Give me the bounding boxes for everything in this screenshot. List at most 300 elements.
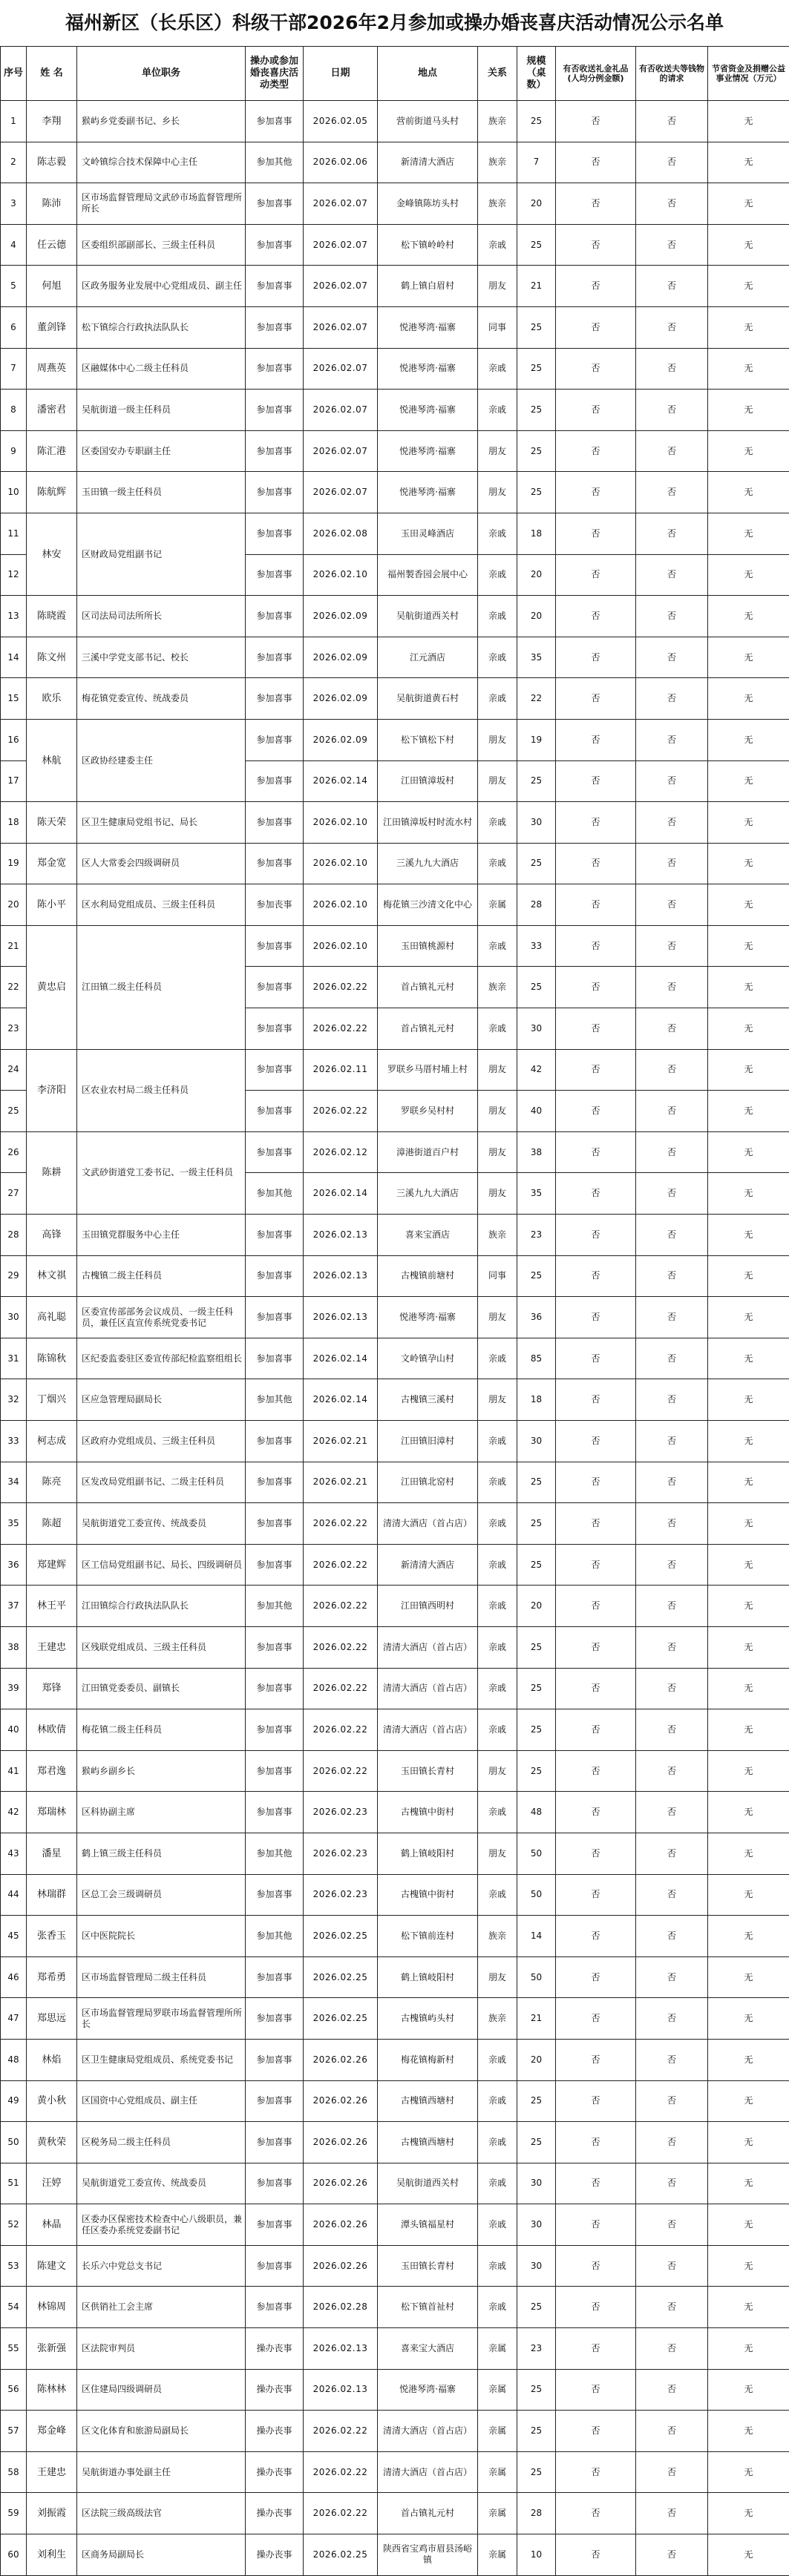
row-requests: 否 bbox=[636, 802, 708, 844]
row-savings: 无 bbox=[708, 760, 789, 802]
row-gifts: 否 bbox=[556, 884, 636, 926]
row-gifts: 否 bbox=[556, 554, 636, 596]
row-date: 2026.02.14 bbox=[304, 1379, 378, 1421]
row-relation: 亲戚 bbox=[478, 596, 517, 637]
table-row bbox=[1, 1544, 789, 1586]
row-event-type: 参加喜事 bbox=[246, 2287, 304, 2328]
table-row bbox=[1, 1874, 789, 1916]
row-gifts: 否 bbox=[556, 2163, 636, 2204]
table-row bbox=[1, 1833, 789, 1874]
row-unit: 吴航街道一级主任科员 bbox=[77, 390, 246, 431]
row-date: 2026.02.13 bbox=[304, 1297, 378, 1338]
row-event-type: 参加喜事 bbox=[246, 2245, 304, 2287]
row-savings: 无 bbox=[708, 1709, 789, 1751]
row-scale: 38 bbox=[517, 1131, 556, 1173]
row-scale: 25 bbox=[517, 472, 556, 513]
row-name: 王建忠 bbox=[27, 2451, 77, 2493]
row-requests: 否 bbox=[636, 1874, 708, 1916]
row-savings: 无 bbox=[708, 1297, 789, 1338]
row-place: 鹤上镇白眉村 bbox=[378, 266, 478, 307]
row-relation: 亲戚 bbox=[478, 1874, 517, 1916]
row-savings: 无 bbox=[708, 967, 789, 1008]
row-requests: 否 bbox=[636, 2328, 708, 2370]
row-date: 2026.02.08 bbox=[304, 513, 378, 554]
row-name: 郑金峰 bbox=[27, 2411, 77, 2452]
row-scale: 28 bbox=[517, 884, 556, 926]
row-event-type: 操办丧事 bbox=[246, 2369, 304, 2411]
row-seq: 2 bbox=[1, 142, 27, 183]
row-event-type: 参加喜事 bbox=[246, 1131, 304, 1173]
row-date: 2026.02.10 bbox=[304, 554, 378, 596]
row-requests: 否 bbox=[636, 390, 708, 431]
row-scale: 30 bbox=[517, 1008, 556, 1050]
row-scale: 21 bbox=[517, 1998, 556, 2040]
row-gifts: 否 bbox=[556, 1916, 636, 1957]
table-row bbox=[1, 142, 789, 183]
row-date: 2026.02.10 bbox=[304, 843, 378, 884]
row-place: 喜来宝大酒店 bbox=[378, 2328, 478, 2370]
row-relation: 族亲 bbox=[478, 183, 517, 225]
header-requests: 有否收送夫等钱物的请求 bbox=[636, 47, 708, 101]
row-savings: 无 bbox=[708, 925, 789, 967]
row-place: 玉田镇长青村 bbox=[378, 1750, 478, 1792]
row-name: 陈文州 bbox=[27, 637, 77, 678]
row-scale: 35 bbox=[517, 1173, 556, 1215]
row-date: 2026.02.22 bbox=[304, 1668, 378, 1709]
row-savings: 无 bbox=[708, 2122, 789, 2163]
row-unit: 区政府办党组成员、三级主任科员 bbox=[77, 1421, 246, 1462]
row-requests: 否 bbox=[636, 1091, 708, 1132]
row-event-type: 参加喜事 bbox=[246, 224, 304, 266]
row-scale: 25 bbox=[517, 760, 556, 802]
row-place: 清清大酒店（首占店） bbox=[378, 1709, 478, 1751]
table-row bbox=[1, 1421, 789, 1462]
row-event-type: 参加喜事 bbox=[246, 430, 304, 472]
row-scale: 25 bbox=[517, 1668, 556, 1709]
row-seq: 39 bbox=[1, 1668, 27, 1709]
row-savings: 无 bbox=[708, 306, 789, 348]
row-requests: 否 bbox=[636, 1503, 708, 1545]
table-row bbox=[1, 2080, 789, 2122]
row-gifts: 否 bbox=[556, 802, 636, 844]
row-scale: 25 bbox=[517, 348, 556, 390]
table-row bbox=[1, 1668, 789, 1709]
row-requests: 否 bbox=[636, 719, 708, 760]
row-unit: 猴屿乡副乡长 bbox=[77, 1750, 246, 1792]
row-date: 2026.02.12 bbox=[304, 1131, 378, 1173]
row-scale: 30 bbox=[517, 2163, 556, 2204]
row-unit: 区科协副主席 bbox=[77, 1792, 246, 1833]
row-seq: 56 bbox=[1, 2369, 27, 2411]
row-unit: 区商务局副局长 bbox=[77, 2534, 246, 2576]
row-unit: 区政协经建委主任 bbox=[77, 719, 246, 801]
header-row bbox=[1, 47, 789, 101]
row-place: 吴航街道西关村 bbox=[378, 596, 478, 637]
row-seq: 48 bbox=[1, 2039, 27, 2080]
row-relation: 亲戚 bbox=[478, 554, 517, 596]
row-savings: 无 bbox=[708, 1916, 789, 1957]
row-date: 2026.02.09 bbox=[304, 678, 378, 720]
row-event-type: 参加喜事 bbox=[246, 2122, 304, 2163]
row-gifts: 否 bbox=[556, 1338, 636, 1379]
row-seq: 15 bbox=[1, 678, 27, 720]
row-scale: 25 bbox=[517, 430, 556, 472]
row-seq: 44 bbox=[1, 1874, 27, 1916]
table-row bbox=[1, 2039, 789, 2080]
row-requests: 否 bbox=[636, 1297, 708, 1338]
row-place: 古槐镇屿头村 bbox=[378, 1998, 478, 2040]
row-seq: 58 bbox=[1, 2451, 27, 2493]
row-seq: 11 bbox=[1, 513, 27, 554]
table-row bbox=[1, 1049, 789, 1091]
row-date: 2026.02.13 bbox=[304, 2369, 378, 2411]
table-row bbox=[1, 1215, 789, 1256]
row-unit: 江田镇党委委员、副镇长 bbox=[77, 1668, 246, 1709]
row-gifts: 否 bbox=[556, 2122, 636, 2163]
row-relation: 亲戚 bbox=[478, 2122, 517, 2163]
row-name: 刘利生 bbox=[27, 2534, 77, 2576]
row-scale: 50 bbox=[517, 1833, 556, 1874]
row-name: 郑思远 bbox=[27, 1998, 77, 2040]
row-date: 2026.02.25 bbox=[304, 1998, 378, 2040]
row-seq: 34 bbox=[1, 1462, 27, 1503]
row-scale: 25 bbox=[517, 1750, 556, 1792]
row-date: 2026.02.07 bbox=[304, 224, 378, 266]
row-unit: 区税务局二级主任科员 bbox=[77, 2122, 246, 2163]
row-seq: 10 bbox=[1, 472, 27, 513]
row-relation: 亲属 bbox=[478, 2534, 517, 2576]
row-gifts: 否 bbox=[556, 637, 636, 678]
row-name: 郑锋 bbox=[27, 1668, 77, 1709]
row-requests: 否 bbox=[636, 266, 708, 307]
row-name: 陈建文 bbox=[27, 2245, 77, 2287]
row-place: 清清大酒店（首占店） bbox=[378, 1503, 478, 1545]
row-date: 2026.02.26 bbox=[304, 2204, 378, 2246]
row-requests: 否 bbox=[636, 2122, 708, 2163]
row-event-type: 参加其他 bbox=[246, 1379, 304, 1421]
row-event-type: 操办丧事 bbox=[246, 2328, 304, 2370]
row-savings: 无 bbox=[708, 1956, 789, 1998]
row-requests: 否 bbox=[636, 1586, 708, 1627]
row-scale: 25 bbox=[517, 306, 556, 348]
row-unit: 区应急管理局副局长 bbox=[77, 1379, 246, 1421]
row-savings: 无 bbox=[708, 1544, 789, 1586]
row-unit: 江田镇二级主任科员 bbox=[77, 925, 246, 1049]
row-seq: 14 bbox=[1, 637, 27, 678]
table-row bbox=[1, 884, 789, 926]
row-name: 陈小平 bbox=[27, 884, 77, 926]
row-savings: 无 bbox=[708, 2245, 789, 2287]
row-scale: 33 bbox=[517, 925, 556, 967]
row-scale: 25 bbox=[517, 1709, 556, 1751]
row-unit: 区卫生健康局党组成员、系统党委书记 bbox=[77, 2039, 246, 2080]
row-requests: 否 bbox=[636, 1338, 708, 1379]
row-date: 2026.02.26 bbox=[304, 2122, 378, 2163]
row-place: 悦港琴湾·福寨 bbox=[378, 2369, 478, 2411]
row-place: 江田镇漳坂村时流水村 bbox=[378, 802, 478, 844]
row-savings: 无 bbox=[708, 1255, 789, 1297]
row-gifts: 否 bbox=[556, 1503, 636, 1545]
row-relation: 朋友 bbox=[478, 430, 517, 472]
row-event-type: 参加其他 bbox=[246, 142, 304, 183]
row-place: 玉田镇桃源村 bbox=[378, 925, 478, 967]
table-row bbox=[1, 802, 789, 844]
row-savings: 无 bbox=[708, 1998, 789, 2040]
row-requests: 否 bbox=[636, 1173, 708, 1215]
row-seq: 37 bbox=[1, 1586, 27, 1627]
row-event-type: 参加喜事 bbox=[246, 513, 304, 554]
row-unit: 区住建局四级调研员 bbox=[77, 2369, 246, 2411]
row-event-type: 参加喜事 bbox=[246, 1215, 304, 1256]
row-place: 罗联乡吴村村 bbox=[378, 1091, 478, 1132]
row-gifts: 否 bbox=[556, 843, 636, 884]
row-gifts: 否 bbox=[556, 1091, 636, 1132]
table-row bbox=[1, 266, 789, 307]
row-relation: 亲属 bbox=[478, 884, 517, 926]
row-unit: 区水利局党组成员、三级主任科员 bbox=[77, 884, 246, 926]
row-place: 金峰镇陈坊头村 bbox=[378, 183, 478, 225]
row-event-type: 参加喜事 bbox=[246, 1091, 304, 1132]
table-row bbox=[1, 472, 789, 513]
row-requests: 否 bbox=[636, 760, 708, 802]
row-unit: 区人大常委会四级调研员 bbox=[77, 843, 246, 884]
row-event-type: 参加喜事 bbox=[246, 719, 304, 760]
row-unit: 区供销社工会主席 bbox=[77, 2287, 246, 2328]
row-seq: 12 bbox=[1, 554, 27, 596]
row-seq: 25 bbox=[1, 1091, 27, 1132]
row-gifts: 否 bbox=[556, 390, 636, 431]
row-gifts: 否 bbox=[556, 2493, 636, 2534]
row-relation: 亲属 bbox=[478, 2451, 517, 2493]
row-requests: 否 bbox=[636, 2204, 708, 2246]
row-gifts: 否 bbox=[556, 1874, 636, 1916]
table-row bbox=[1, 2245, 789, 2287]
row-requests: 否 bbox=[636, 1008, 708, 1050]
row-gifts: 否 bbox=[556, 925, 636, 967]
row-date: 2026.02.07 bbox=[304, 472, 378, 513]
row-scale: 21 bbox=[517, 266, 556, 307]
row-place: 文岭镇孕山村 bbox=[378, 1338, 478, 1379]
row-place: 悦港琴湾·福寨 bbox=[378, 390, 478, 431]
row-gifts: 否 bbox=[556, 678, 636, 720]
row-requests: 否 bbox=[636, 1462, 708, 1503]
row-place: 松下镇前连村 bbox=[378, 1916, 478, 1957]
row-requests: 否 bbox=[636, 224, 708, 266]
row-date: 2026.02.22 bbox=[304, 2493, 378, 2534]
row-savings: 无 bbox=[708, 430, 789, 472]
table-row bbox=[1, 637, 789, 678]
row-savings: 无 bbox=[708, 224, 789, 266]
row-gifts: 否 bbox=[556, 760, 636, 802]
row-scale: 18 bbox=[517, 513, 556, 554]
row-savings: 无 bbox=[708, 1750, 789, 1792]
row-relation: 朋友 bbox=[478, 719, 517, 760]
row-name: 陈沛 bbox=[27, 183, 77, 225]
row-unit: 江田镇综合行政执法队队长 bbox=[77, 1586, 246, 1627]
row-savings: 无 bbox=[708, 183, 789, 225]
row-requests: 否 bbox=[636, 925, 708, 967]
row-name: 陈林林 bbox=[27, 2369, 77, 2411]
row-requests: 否 bbox=[636, 1626, 708, 1668]
row-savings: 无 bbox=[708, 1131, 789, 1173]
row-seq: 6 bbox=[1, 306, 27, 348]
table-row bbox=[1, 513, 789, 554]
row-place: 新清清大酒店 bbox=[378, 142, 478, 183]
row-relation: 朋友 bbox=[478, 472, 517, 513]
row-place: 江田镇漳坂村 bbox=[378, 760, 478, 802]
row-name: 任云德 bbox=[27, 224, 77, 266]
row-savings: 无 bbox=[708, 1379, 789, 1421]
row-requests: 否 bbox=[636, 1131, 708, 1173]
row-event-type: 参加其他 bbox=[246, 1916, 304, 1957]
row-savings: 无 bbox=[708, 1833, 789, 1874]
row-scale: 20 bbox=[517, 1586, 556, 1627]
row-seq: 60 bbox=[1, 2534, 27, 2576]
row-relation: 亲戚 bbox=[478, 678, 517, 720]
table-row bbox=[1, 1297, 789, 1338]
row-requests: 否 bbox=[636, 183, 708, 225]
row-name: 王建忠 bbox=[27, 1626, 77, 1668]
row-savings: 无 bbox=[708, 884, 789, 926]
row-date: 2026.02.07 bbox=[304, 430, 378, 472]
row-scale: 25 bbox=[517, 2451, 556, 2493]
table-row bbox=[1, 1916, 789, 1957]
row-relation: 亲属 bbox=[478, 2369, 517, 2411]
row-date: 2026.02.14 bbox=[304, 760, 378, 802]
row-name: 林瑞群 bbox=[27, 1874, 77, 1916]
row-gifts: 否 bbox=[556, 2411, 636, 2452]
row-seq: 26 bbox=[1, 1131, 27, 1173]
row-seq: 29 bbox=[1, 1255, 27, 1297]
row-seq: 3 bbox=[1, 183, 27, 225]
row-name: 林王平 bbox=[27, 1586, 77, 1627]
row-name: 陈汇港 bbox=[27, 430, 77, 472]
row-date: 2026.02.26 bbox=[304, 2039, 378, 2080]
row-unit: 吴航街道党工委宣传、统战委员 bbox=[77, 1503, 246, 1545]
row-gifts: 否 bbox=[556, 1297, 636, 1338]
row-savings: 无 bbox=[708, 1626, 789, 1668]
row-name: 郑希勇 bbox=[27, 1956, 77, 1998]
row-date: 2026.02.22 bbox=[304, 1091, 378, 1132]
row-requests: 否 bbox=[636, 967, 708, 1008]
row-savings: 无 bbox=[708, 843, 789, 884]
row-requests: 否 bbox=[636, 1421, 708, 1462]
row-requests: 否 bbox=[636, 554, 708, 596]
row-unit: 区法院三级高级法官 bbox=[77, 2493, 246, 2534]
row-savings: 无 bbox=[708, 266, 789, 307]
row-place: 吴航街道西关村 bbox=[378, 2163, 478, 2204]
row-place: 新清清大酒店 bbox=[378, 1544, 478, 1586]
row-relation: 族亲 bbox=[478, 1998, 517, 2040]
row-savings: 无 bbox=[708, 678, 789, 720]
row-name: 李济阳 bbox=[27, 1049, 77, 1131]
row-savings: 无 bbox=[708, 802, 789, 844]
row-relation: 亲戚 bbox=[478, 1544, 517, 1586]
row-relation: 朋友 bbox=[478, 1833, 517, 1874]
row-seq: 17 bbox=[1, 760, 27, 802]
row-scale: 30 bbox=[517, 2245, 556, 2287]
row-date: 2026.02.14 bbox=[304, 1173, 378, 1215]
row-unit: 区财政局党组副书记 bbox=[77, 513, 246, 595]
row-relation: 亲戚 bbox=[478, 2245, 517, 2287]
row-place: 三溪九九大酒店 bbox=[378, 843, 478, 884]
row-name: 林欧倩 bbox=[27, 1709, 77, 1751]
row-event-type: 参加喜事 bbox=[246, 967, 304, 1008]
row-requests: 否 bbox=[636, 306, 708, 348]
row-gifts: 否 bbox=[556, 1544, 636, 1586]
row-event-type: 参加喜事 bbox=[246, 1998, 304, 2040]
row-scale: 48 bbox=[517, 1792, 556, 1833]
row-gifts: 否 bbox=[556, 430, 636, 472]
row-name: 陈志毅 bbox=[27, 142, 77, 183]
row-event-type: 参加喜事 bbox=[246, 183, 304, 225]
table-row bbox=[1, 1956, 789, 1998]
row-gifts: 否 bbox=[556, 1131, 636, 1173]
row-relation: 亲戚 bbox=[478, 1421, 517, 1462]
row-seq: 57 bbox=[1, 2411, 27, 2452]
row-event-type: 参加喜事 bbox=[246, 1750, 304, 1792]
row-event-type: 参加喜事 bbox=[246, 1956, 304, 1998]
row-gifts: 否 bbox=[556, 1255, 636, 1297]
row-scale: 20 bbox=[517, 596, 556, 637]
row-relation: 亲戚 bbox=[478, 390, 517, 431]
row-savings: 无 bbox=[708, 1874, 789, 1916]
row-place: 喜来宝酒店 bbox=[378, 1215, 478, 1256]
row-relation: 亲戚 bbox=[478, 2287, 517, 2328]
row-relation: 族亲 bbox=[478, 967, 517, 1008]
row-unit: 玉田镇一级主任科员 bbox=[77, 472, 246, 513]
row-name: 董剑锋 bbox=[27, 306, 77, 348]
row-unit: 区残联党组成员、三级主任科员 bbox=[77, 1626, 246, 1668]
row-seq: 59 bbox=[1, 2493, 27, 2534]
row-gifts: 否 bbox=[556, 1626, 636, 1668]
table-row bbox=[1, 1709, 789, 1751]
row-requests: 否 bbox=[636, 843, 708, 884]
row-date: 2026.02.22 bbox=[304, 1544, 378, 1586]
row-requests: 否 bbox=[636, 2534, 708, 2576]
row-savings: 无 bbox=[708, 2163, 789, 2204]
row-requests: 否 bbox=[636, 472, 708, 513]
row-event-type: 操办丧事 bbox=[246, 2493, 304, 2534]
row-scale: 14 bbox=[517, 1916, 556, 1957]
row-relation: 亲戚 bbox=[478, 1462, 517, 1503]
row-name: 郑金宽 bbox=[27, 843, 77, 884]
row-savings: 无 bbox=[708, 2493, 789, 2534]
row-scale: 25 bbox=[517, 2080, 556, 2122]
row-relation: 亲戚 bbox=[478, 843, 517, 884]
row-unit: 区市场监督管理局二级主任科员 bbox=[77, 1956, 246, 1998]
row-seq: 5 bbox=[1, 266, 27, 307]
row-name: 高礼聪 bbox=[27, 1297, 77, 1338]
row-event-type: 操办丧事 bbox=[246, 2534, 304, 2576]
row-savings: 无 bbox=[708, 637, 789, 678]
row-name: 郑君逸 bbox=[27, 1750, 77, 1792]
row-name: 刘振霞 bbox=[27, 2493, 77, 2534]
row-unit: 长乐六中党总支书记 bbox=[77, 2245, 246, 2287]
row-place: 古槐镇中街村 bbox=[378, 1874, 478, 1916]
row-place: 悦港琴湾·福寨 bbox=[378, 348, 478, 390]
row-seq: 13 bbox=[1, 596, 27, 637]
row-seq: 20 bbox=[1, 884, 27, 926]
row-event-type: 参加喜事 bbox=[246, 1338, 304, 1379]
row-relation: 族亲 bbox=[478, 101, 517, 142]
row-seq: 40 bbox=[1, 1709, 27, 1751]
row-place: 松下镇松下村 bbox=[378, 719, 478, 760]
row-unit: 区融媒体中心二级主任科员 bbox=[77, 348, 246, 390]
row-gifts: 否 bbox=[556, 2534, 636, 2576]
row-date: 2026.02.22 bbox=[304, 1586, 378, 1627]
row-name: 黄秋荣 bbox=[27, 2122, 77, 2163]
